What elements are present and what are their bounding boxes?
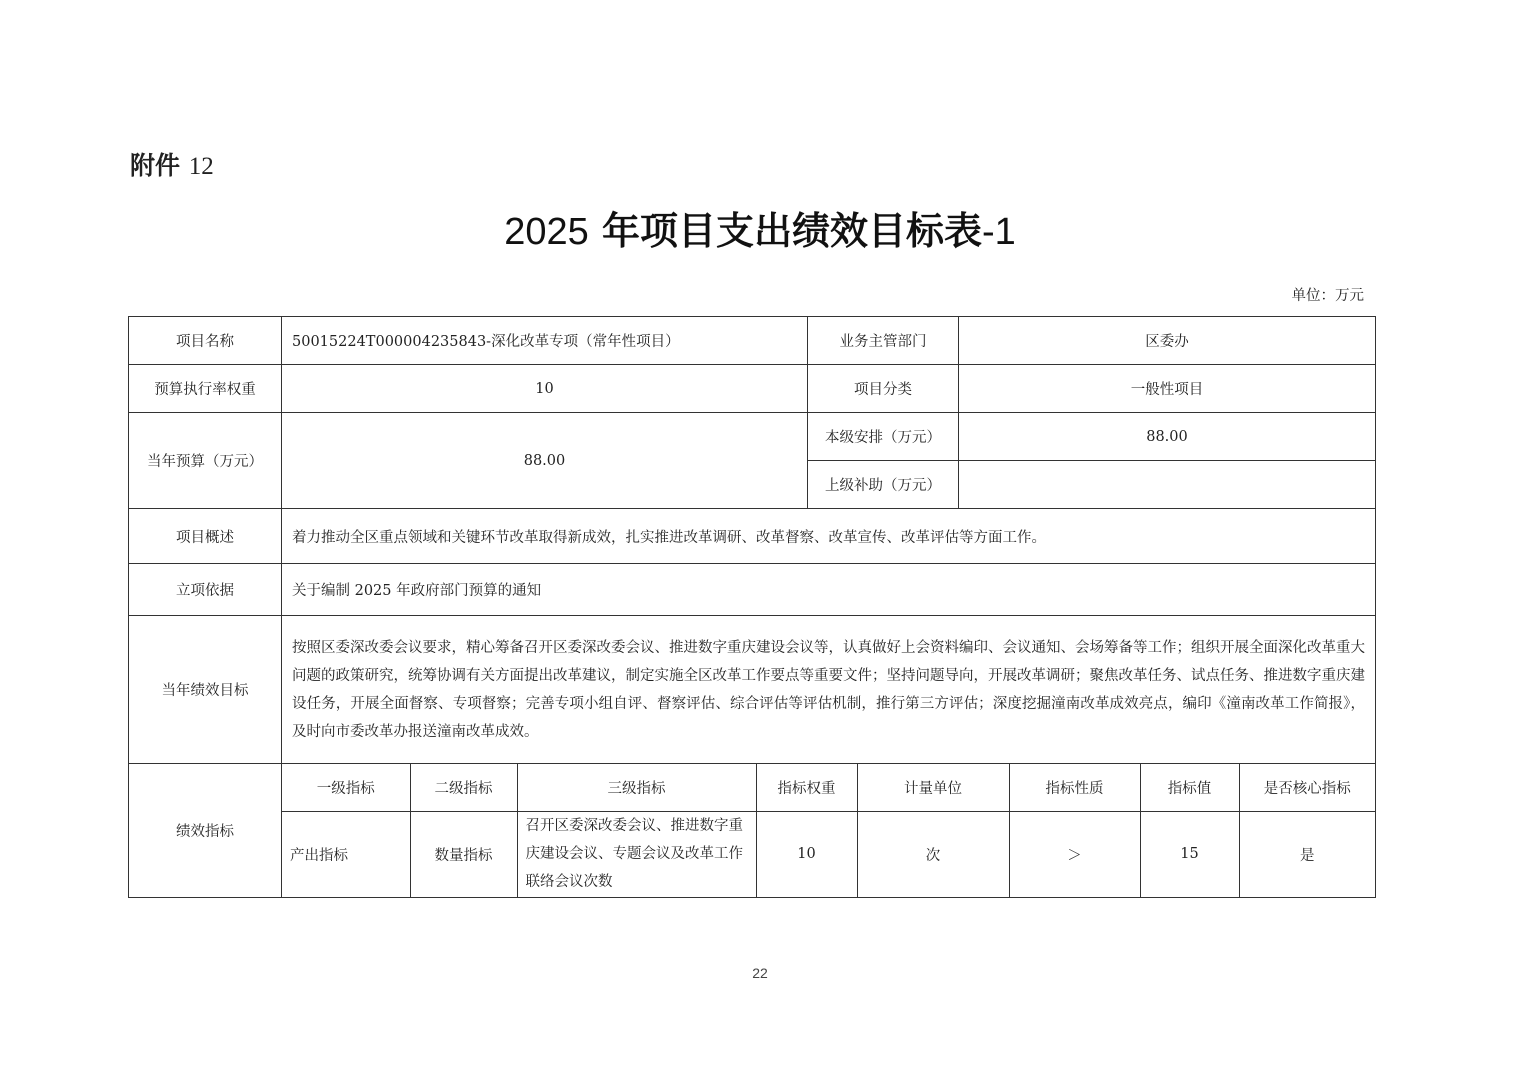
category-label: 项目分类 — [808, 365, 959, 413]
dept-label: 业务主管部门 — [808, 317, 959, 365]
indicator-header: 二级指标 — [410, 764, 517, 811]
indicator-core: 是 — [1239, 811, 1375, 897]
attachment-label: 附件 12 — [130, 151, 214, 180]
indicator-header: 指标值 — [1140, 764, 1239, 811]
overview-value: 着力推动全区重点领域和关键环节改革取得新成效，扎实推进改革调研、改革督察、改革宣传、改革评估等方面工作。 — [282, 509, 1376, 564]
indicator-header: 计量单位 — [857, 764, 1009, 811]
title-year: 2025 — [504, 211, 589, 253]
indicator-level1: 产出指标 — [282, 811, 410, 897]
project-name-label: 项目名称 — [129, 317, 282, 365]
page-title — [0, 200, 1520, 255]
attachment-number: 12 — [188, 153, 214, 180]
overview-label: 项目概述 — [129, 509, 282, 564]
budget-weight-label: 预算执行率权重 — [129, 365, 282, 413]
project-name-value: 50015224T000004235843-深化改革专项（常年性项目） — [282, 317, 808, 365]
indicator-unit: 次 — [857, 811, 1009, 897]
dept-value: 区委办 — [959, 317, 1376, 365]
local-arrangement-value: 88.00 — [959, 413, 1376, 461]
indicator-value: 15 — [1140, 811, 1239, 897]
indicator-header-row — [282, 764, 1375, 811]
table-row — [129, 564, 1376, 616]
title-text: 年项目支出绩效目标表 — [601, 209, 982, 253]
table-row — [129, 764, 1376, 898]
basis-value: 关于编制 2025 年政府部门预算的通知 — [282, 564, 1376, 616]
indicators-table — [282, 764, 1375, 897]
budget-weight-value: 10 — [282, 365, 808, 413]
performance-target-table — [128, 316, 1376, 898]
goal-label: 当年绩效目标 — [129, 616, 282, 764]
indicators-label: 绩效指标 — [129, 764, 282, 898]
indicator-header: 是否核心指标 — [1239, 764, 1375, 811]
goal-value: 按照区委深改委会议要求，精心筹备召开区委深改委会议、推进数字重庆建设会议等，认真做好上会资料编印、会议通知、会场筹备等工作；组织开展全面深化改革重大问题的政策研究，统筹协调有关方面提出改革建议，制定实施全区改革工作要点等重要文件；坚持问题导向，开展改革调研；聚焦改革任务、试点任务、推进数字重庆建设任务，开展全面督察、专项督察；完善专项小组自评、督察评估、综合评估等评估机制，推行第三方评估；深度挖掘潼南改革成效亮点，编印《潼南改革工作简报》，及时向市委改革办报送潼南改革成效。 — [282, 616, 1376, 764]
indicator-header: 指标性质 — [1009, 764, 1140, 811]
table-row — [129, 509, 1376, 564]
table-row — [129, 413, 1376, 461]
annual-budget-value: 88.00 — [282, 413, 808, 509]
indicator-level2: 数量指标 — [410, 811, 517, 897]
indicators-cell — [282, 764, 1376, 898]
indicator-weight: 10 — [756, 811, 857, 897]
page-number: 22 — [752, 965, 768, 981]
indicator-header: 指标权重 — [756, 764, 857, 811]
indicator-row — [282, 811, 1375, 897]
superior-subsidy-value — [959, 461, 1376, 509]
indicator-level3: 召开区委深改委会议、推进数字重庆建设会议、专题会议及改革工作联络会议次数 — [517, 811, 756, 897]
table-row — [129, 317, 1376, 365]
table-row — [129, 365, 1376, 413]
indicator-header: 一级指标 — [282, 764, 410, 811]
indicator-header: 三级指标 — [517, 764, 756, 811]
unit-label: 单位：万元 — [1291, 288, 1364, 304]
superior-subsidy-label: 上级补助（万元） — [808, 461, 959, 509]
title-suffix: -1 — [982, 211, 1016, 253]
basis-label: 立项依据 — [129, 564, 282, 616]
local-arrangement-label: 本级安排（万元） — [808, 413, 959, 461]
category-value: 一般性项目 — [959, 365, 1376, 413]
table-row — [129, 616, 1376, 764]
annual-budget-label: 当年预算（万元） — [129, 413, 282, 509]
indicator-nature: ＞ — [1009, 811, 1140, 897]
